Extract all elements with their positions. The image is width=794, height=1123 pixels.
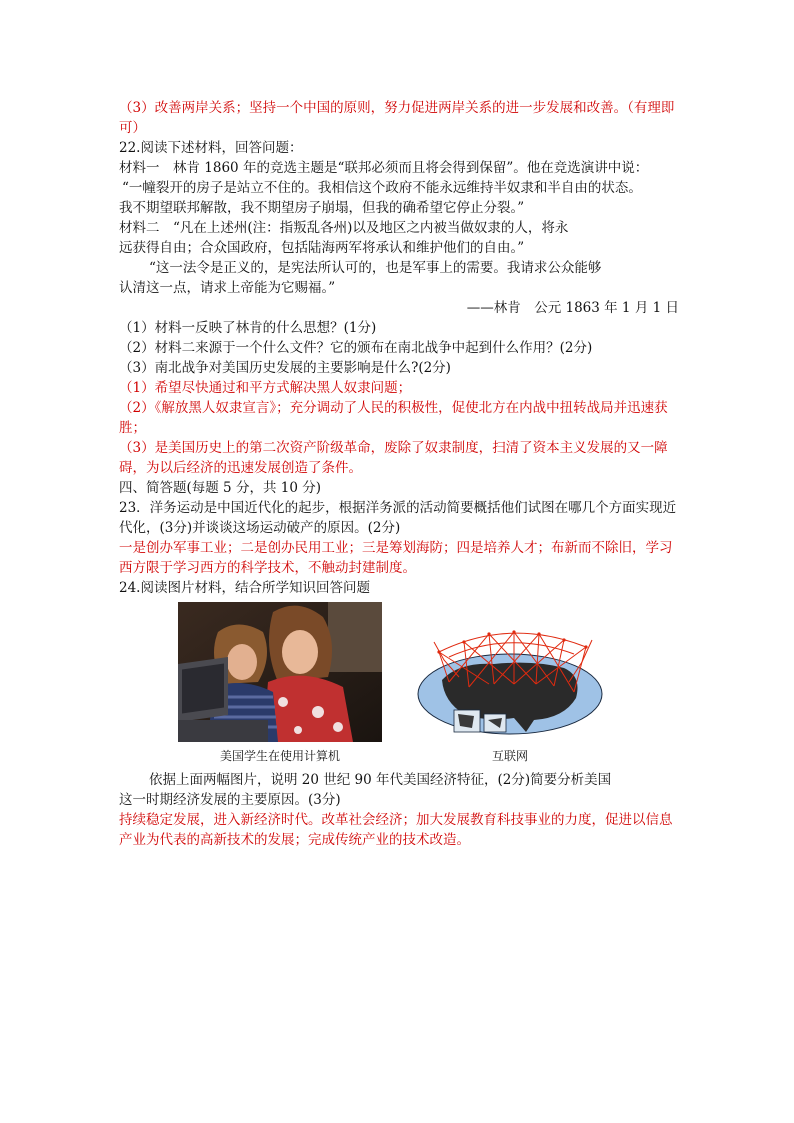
students-computer-photo bbox=[178, 602, 382, 742]
figure-students-computer bbox=[178, 602, 382, 766]
internet-map-image bbox=[414, 602, 606, 742]
question-22-1: （1）材料一反映了林肯的什么思想？(1分) bbox=[119, 320, 377, 336]
figure-2-caption: 互联网 bbox=[491, 749, 528, 763]
question-24-title: 24.阅读图片材料，结合所学知识回答问题 bbox=[119, 580, 370, 596]
figure-1-caption: 美国学生在使用计算机 bbox=[219, 749, 340, 763]
answer-21-3: （3）改善两岸关系；坚持一个中国的原则，努力促进两岸关系的进一步发展和改善。（有理即可） bbox=[119, 100, 675, 136]
question-24-line-1: 依据上面两幅图片，说明 20 世纪 90 年代美国经济特征，(2分)简要分析美国 bbox=[149, 772, 612, 788]
answer-24: 持续稳定发展，进入新经济时代。改革社会经济；加大发展教育科技事业的力度，促进以信息产业为代表的高新技术的发展；完成传统产业的技术改造。 bbox=[119, 812, 673, 848]
answer-22-1: （1）希望尽快通过和平方式解决黑人奴隶问题； bbox=[119, 380, 412, 396]
answer-22-2: （2）《解放黑人奴隶宣言》；充分调动了人民的积极性，促使北方在内战中扭转战局并迅速获胜； bbox=[119, 400, 668, 436]
section-4-heading: 四、简答题(每题 5 分，共 10 分) bbox=[119, 480, 321, 496]
figure-internet bbox=[414, 602, 606, 766]
material-2-line-1: 材料二 “凡在上述州(注：指叛乱各州)以及地区之内被当做奴隶的人，将永 bbox=[119, 220, 569, 236]
question-22-title: 22.阅读下述材料，回答问题： bbox=[119, 140, 303, 156]
material-1-line-3: 我不期望联邦解散，我不期望房子崩塌，但我的确希望它停止分裂。” bbox=[119, 200, 525, 216]
question-22-3: （3）南北战争对美国历史发展的主要影响是什么?(2分) bbox=[119, 360, 451, 376]
answer-22-3: （3）是美国历史上的第二次资产阶级革命，废除了奴隶制度，扫清了资本主义发展的又一障碍，为以后经济的迅速发展创造了条件。 bbox=[119, 440, 668, 476]
document-page bbox=[119, 98, 679, 850]
material-2-line-4: 认清这一点，请求上帝能为它赐福。” bbox=[119, 280, 336, 296]
question-22-2: （2）材料二来源于一个什么文件？它的颁布在南北战争中起到什么作用？(2分) bbox=[119, 340, 593, 356]
figures-row bbox=[119, 602, 679, 770]
material-2-line-3: “这一法令是正义的，是宪法所认可的，也是军事上的需要。我请求公众能够 bbox=[149, 260, 602, 276]
question-24-line-2: 这一时期经济发展的主要原因。(3分) bbox=[119, 792, 341, 808]
question-23: 23．洋务运动是中国近代化的起步，根据洋务派的活动简要概括他们试图在哪几个方面实现近代化，(3分)并谈谈这场运动破产的原因。(2分) bbox=[119, 500, 677, 536]
material-2-source: ——林肯 公元 1863 年 1 月 1 日 bbox=[466, 300, 679, 316]
material-2-line-2: 远获得自由；合众国政府，包括陆海两军将承认和维护他们的自由。” bbox=[119, 240, 525, 256]
material-1-line-1: 材料一 林肯 1860 年的竞选主题是“联邦必须而且将会得到保留”。他在竞选演讲中说： bbox=[119, 160, 649, 176]
material-1-line-2: “一幢裂开的房子是站立不住的。我相信这个政府不能永远维持半奴隶和半自由的状态。 bbox=[122, 180, 642, 196]
answer-23: 一是创办军事工业；二是创办民用工业；三是筹划海防；四是培养人才；布新而不除旧，学习西方限于学习西方的科学技术，不触动封建制度。 bbox=[119, 540, 673, 576]
